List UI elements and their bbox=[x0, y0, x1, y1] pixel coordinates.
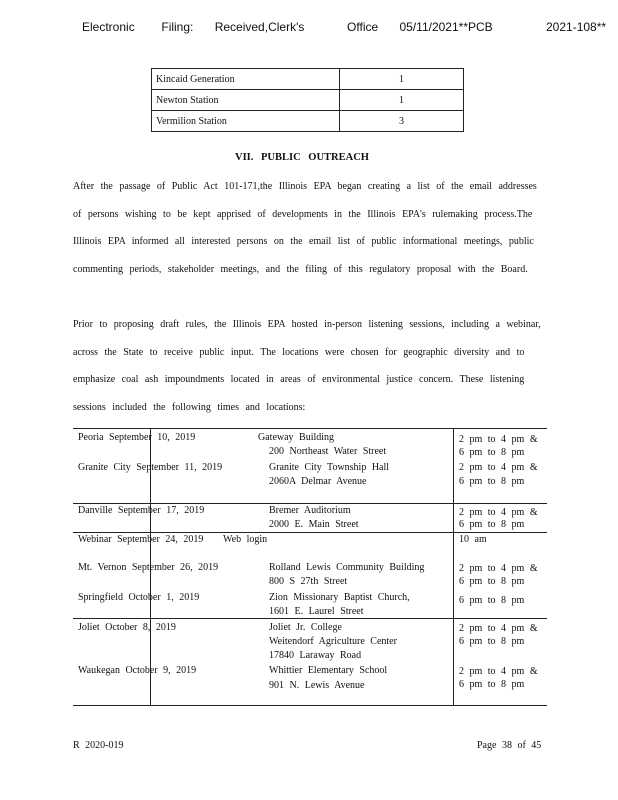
session-name: Danville September 17, 2019 bbox=[78, 505, 205, 516]
session-time: 2 pm to 4 pm & bbox=[459, 462, 538, 473]
station-name: Newton Station bbox=[152, 90, 340, 111]
table-row bbox=[152, 111, 464, 132]
session-time: 6 pm to 8 pm bbox=[459, 636, 525, 647]
session-venue: Zion Missionary Baptist Church, bbox=[269, 592, 410, 603]
session-time: 6 pm to 8 pm bbox=[459, 595, 525, 606]
session-time: 2 pm to 4 pm & bbox=[459, 563, 538, 574]
session-time: 2 pm to 4 pm & bbox=[459, 666, 538, 677]
session-venue: Whittier Elementary School bbox=[269, 665, 388, 676]
session-time: 6 pm to 8 pm bbox=[459, 447, 525, 458]
row-divider bbox=[73, 618, 547, 619]
session-time: 2 pm to 4 pm & bbox=[459, 507, 538, 518]
session-address: Weitendorf Agriculture Center bbox=[269, 636, 397, 647]
table-row bbox=[152, 69, 464, 90]
station-name: Kincaid Generation bbox=[152, 69, 340, 90]
session-name: Springfield October 1, 2019 bbox=[78, 592, 200, 603]
session-time: 6 pm to 8 pm bbox=[459, 679, 525, 690]
filing-stamp-header: Electronic Filing: Received,Clerk's Office 05/11/2021**PCB 2021-108** bbox=[82, 20, 607, 34]
session-time: 2 pm to 4 pm & bbox=[459, 623, 538, 634]
station-count: 3 bbox=[340, 111, 464, 132]
session-time: 10 am bbox=[459, 534, 487, 545]
session-address: 2060A Delmar Avenue bbox=[269, 476, 367, 487]
column-divider bbox=[453, 429, 454, 705]
station-count: 1 bbox=[340, 69, 464, 90]
session-name: Joliet October 8, 2019 bbox=[78, 622, 176, 633]
session-venue: Granite City Township Hall bbox=[269, 462, 390, 473]
session-name: Peoria September 10, 2019 bbox=[78, 432, 196, 443]
section-title: VII. PUBLIC OUTREACH bbox=[235, 152, 369, 163]
session-time: 6 pm to 8 pm bbox=[459, 576, 525, 587]
table-row bbox=[152, 90, 464, 111]
session-address: 901 N. Lewis Avenue bbox=[269, 680, 365, 691]
session-venue: Bremer Auditorium bbox=[269, 505, 351, 516]
page-number: Page 38 of 45 bbox=[477, 740, 542, 751]
docket-number: R 2020-019 bbox=[73, 740, 124, 751]
listening-sessions-table bbox=[73, 428, 547, 706]
session-address: 800 S 27th Street bbox=[269, 576, 348, 587]
session-address: 17840 Laraway Road bbox=[269, 650, 362, 661]
station-name: Vermilion Station bbox=[152, 111, 340, 132]
paragraph-email-list: After the passage of Public Act 101-171,the Illinois EPA began creating a list of the email addresses of persons wishing to be kept apprised of developments in the Illinois EPA's rulemaking process.The Illinois EPA informed all interested persons on the email list of public informational meetings, public commenting periods, stakeholder meetings, and the filing of this regulatory proposal with the Board. bbox=[73, 181, 537, 275]
session-name: Waukegan October 9, 2019 bbox=[78, 665, 197, 676]
session-address: 200 Northeast Water Street bbox=[269, 446, 387, 457]
paragraph-listening-sessions: Prior to proposing draft rules, the Illinois EPA hosted in-person listening sessions, including a webinar, across the State to receive public input. The locations were chosen for geographic diversity and to emphasize coal ash impoundments located in areas of environmental justice concern. These listening sessions included the following times and locations: bbox=[73, 319, 541, 413]
session-name: Mt. Vernon September 26, 2019 bbox=[78, 562, 219, 573]
generation-stations-table bbox=[151, 68, 464, 132]
station-count: 1 bbox=[340, 90, 464, 111]
session-time: 6 pm to 8 pm bbox=[459, 476, 525, 487]
session-time: 2 pm to 4 pm & bbox=[459, 434, 538, 445]
session-address: 2000 E. Main Street bbox=[269, 519, 359, 530]
session-venue: Gateway Building bbox=[258, 432, 335, 443]
session-address: 1601 E. Laurel Street bbox=[269, 606, 364, 617]
session-time: 6 pm to 8 pm bbox=[459, 519, 525, 530]
session-venue: Joliet Jr. College bbox=[269, 622, 342, 633]
session-venue: Web login bbox=[223, 534, 268, 545]
session-name: Granite City September 11, 2019 bbox=[78, 462, 223, 473]
session-name: Webinar September 24, 2019 bbox=[78, 534, 204, 545]
session-venue: Rolland Lewis Community Building bbox=[269, 562, 425, 573]
